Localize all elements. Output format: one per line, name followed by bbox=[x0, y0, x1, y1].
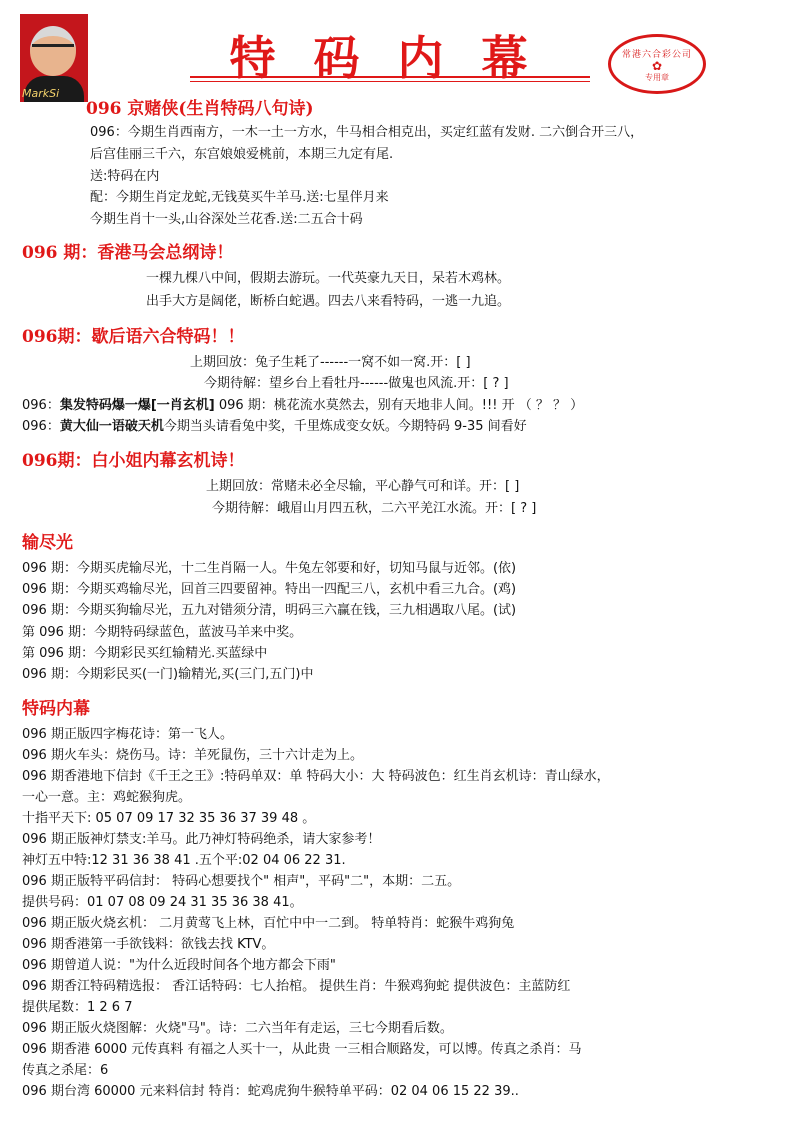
text-line bbox=[22, 397, 583, 415]
bold-phrase: 集发特码爆一爆[一肖玄机] bbox=[59, 398, 215, 413]
text-line: 096 期香港 6000 元传真料 有福之人买十一，从此贵 一三相合顺路发，可以博。传真之杀肖：马 bbox=[22, 1042, 582, 1057]
text-line: 今期待解：望乡台上看牡丹------做鬼也风流.开：[ ? ] bbox=[204, 376, 509, 391]
text-line: 传真之杀尾：6 bbox=[22, 1063, 109, 1078]
line-prefix: 096： bbox=[22, 398, 60, 413]
section-title-bai-xiaojie: 096期：白小姐内幕玄机诗！ bbox=[22, 451, 245, 471]
text-line: 提供号码：01 07 08 09 24 31 35 36 38 41。 bbox=[22, 895, 303, 910]
text-line: 今期生肖十一头,山谷深处兰花香.送:二五合十码 bbox=[90, 212, 363, 227]
text-line: 096 期正版火烧图解：火烧"马"。诗：二六当年有走运，三七今期看后数。 bbox=[22, 1021, 453, 1036]
section-title-xiehouyu: 096期：歇后语六合特码！！ bbox=[22, 327, 245, 347]
text-line: 配：今期生肖定龙蛇,无钱莫买牛羊马.送:七星伴月来 bbox=[90, 190, 389, 205]
text-line: 今期待解：峨眉山月四五秋，二六平羌江水流。开：[ ? ] bbox=[212, 501, 537, 516]
page-title: 特码内幕 bbox=[229, 31, 566, 85]
text-line: 096 期正版四字梅花诗：第一飞人。 bbox=[22, 727, 233, 742]
section-title-hk-jockey: 096 期：香港马会总纲诗！ bbox=[22, 243, 234, 263]
text-line: 提供尾数：1 2 6 7 bbox=[22, 1000, 133, 1015]
text-line: 上期回放：常赌未必全尽输，平心静气可和详。开：[ ] bbox=[206, 479, 520, 494]
text-line: 出手大方是阔佬，断桥白蛇遇。四去八来看特码，一逃一九追。 bbox=[146, 294, 511, 309]
seal-bottom-text: 专用章 bbox=[645, 73, 669, 82]
text-line: 096 期曾道人说："为什么近段时间各个地方都会下雨" bbox=[22, 958, 336, 973]
title-underline bbox=[190, 76, 590, 78]
section-title-shujinguang: 输尽光 bbox=[22, 533, 73, 553]
text-line: 后宫佳丽三千六，东宫娘娘爱桃前，本期三九定有尾. bbox=[90, 147, 394, 162]
text-line: 送:特码在内 bbox=[90, 169, 160, 184]
text-line: 096 期台湾 60000 元来料信封 特肖：蛇鸡虎狗牛猴特单平码：02 04 06 15 22 39.. bbox=[22, 1084, 519, 1099]
text-line: 096 期正版神灯禁支:羊马。此乃神灯特码绝杀，请大家参考！ bbox=[22, 832, 381, 847]
text-line: 第 096 期：今期彩民买红输精光.买蓝绿中 bbox=[22, 646, 268, 661]
text-line bbox=[22, 418, 527, 436]
bold-phrase: 黄大仙一语破天机 bbox=[59, 419, 164, 434]
text-line: 096 期：今期彩民买(一门)输精光,买(三门,五门)中 bbox=[22, 667, 314, 682]
text-line: 096 期正版特平码信封： 特码心想要找个" 相声"，平码"二"，本期：二五。 bbox=[22, 874, 461, 889]
photo-signature: MarkSi bbox=[22, 87, 60, 100]
company-seal bbox=[608, 34, 706, 94]
text-line: 一棵九棵八中间，假期去游玩。一代英豪九天日，呆若木鸡林。 bbox=[146, 271, 511, 286]
text-line: 上期回放：兔子生耗了------一窝不如一窝.开：[ ] bbox=[190, 355, 471, 370]
text-line: 096 期香江特码精选报： 香江话特码：七人抬棺。 提供生肖：牛猴鸡狗蛇 提供波色：主蓝防红 bbox=[22, 979, 571, 994]
text-line: 十指平天下: 05 07 09 17 32 35 36 37 39 48 。 bbox=[22, 811, 316, 826]
seal-top-text: 常港六合彩公司 bbox=[621, 50, 692, 60]
title-underline-thin bbox=[190, 81, 590, 82]
text-line: 096 期正版火烧玄机： 二月黄莺飞上林，百忙中中一二到。 特单特肖：蛇猴牛鸡狗兔 bbox=[22, 916, 515, 931]
seal-star-icon: ✿ bbox=[651, 59, 663, 73]
text-line: 096 期：今期买鸡输尽光，回首三四要留神。特出一四配三八，玄机中看三九合。(鸡) bbox=[22, 582, 517, 597]
section-title-jingduxia: 096 京赌侠(生肖特码八句诗) bbox=[86, 99, 314, 119]
section-title-temaneimu: 特码内幕 bbox=[22, 699, 90, 719]
text-line: 第 096 期：今期特码绿蓝色，蓝波马羊来中奖。 bbox=[22, 625, 303, 640]
line-rest: 今期当头请看兔中奖，千里炼成变女妖。今期特码 9-35 间看好 bbox=[163, 419, 527, 434]
text-line: 096 期香港地下信封《千王之王》:特码单双：单 特码大小：大 特码波色：红生肖玄机诗：青山绿水， bbox=[22, 769, 610, 784]
text-line: 096 期：今期买狗输尽光，五九对错须分清，明码三六赢在钱，三九相遇取八尾。(试) bbox=[22, 603, 517, 618]
text-line: 096：今期生肖西南方，一木一土一方水，牛马相合相克出，买定红蓝有发财. 二六倒合开三八， bbox=[90, 125, 644, 140]
text-line: 096 期：今期买虎输尽光，十二生肖隔一人。牛兔左邻要和好，切知马鼠与近邻。(依) bbox=[22, 561, 517, 576]
text-line: 神灯五中特:12 31 36 38 41 .五个平:02 04 06 22 31. bbox=[22, 853, 346, 868]
text-line: 096 期香港第一手欲钱料：欲钱去找 KTV。 bbox=[22, 937, 275, 952]
text-line: 096 期火车头：烧伤马。诗：羊死鼠伤，三十六计走为上。 bbox=[22, 748, 363, 763]
line-rest: 096 期：桃花流水莫然去，别有天地非人间。!!! 开 （ ？ ？ ） bbox=[214, 398, 584, 413]
text-line: 一心一意。主：鸡蛇猴狗虎。 bbox=[22, 790, 192, 805]
line-prefix: 096： bbox=[22, 419, 60, 434]
